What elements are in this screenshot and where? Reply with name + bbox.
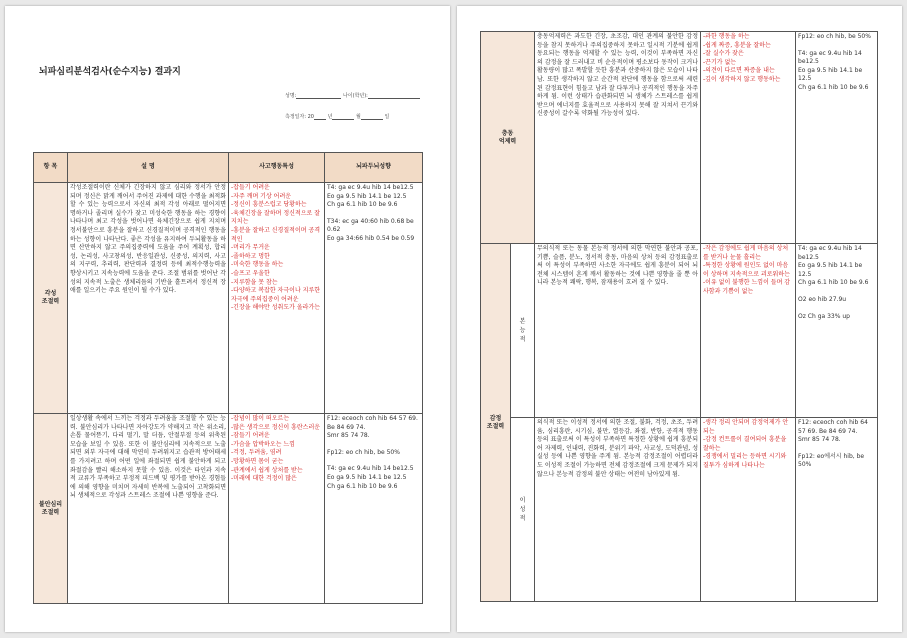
trait-item: -깊이 생각하지 않고 행동하는: [703, 75, 781, 83]
result-table-1: [33, 152, 423, 604]
eeg-line: Ch ga 6.1 hib 10 be 9.6: [798, 83, 869, 91]
eeg-line: Fp12: eo ch hib, be 50%: [327, 448, 400, 456]
trait-item: -긴장을 해야만 성취도가 올라가는: [231, 304, 321, 312]
row-sublabel: 본 능 적: [511, 244, 535, 418]
report-page-2: [457, 6, 902, 632]
row-description: 일상생활 속에서 느끼는 걱정과 두려움을 조절할 수 있는 능력. 불안심리가 나타나면 자아강도가 약해지고 작은 위소리, 손톱 물어뜯기, 다리 떨기, 말 더듬, 안절부절 등의 위축된 모습을 보일 수 있음. 또한 이 불안심리에 지속적으로 노출되면 외부 자극에 대해 막연히 두려워지고 습관적 방어태세를 가지려고 하며 어떤 일에 좌절되면 쉽게 불안하게 되고 좌절감을 빨리 해소하지 못할 수 있음. 이것은 타인과 지속적 교류가 부족하고 부정적 피드백 및 평가를 받아온 경험들에 의해 영향을 미치며 자세히 반복에 노출되어 고착화되면 뇌 생체적으로 각성과 스트레스 조절에 나쁜 영향을 준다.: [68, 414, 229, 604]
eeg-line: Eo ga 9.5 hib 14.1 be 12.5: [327, 192, 407, 200]
table-row: [481, 32, 878, 244]
trait-item: -작은 감정에도 쉽게 마음의 상처를 받거나 눈물 흘리는: [703, 245, 789, 261]
result-table-2: [480, 31, 878, 602]
eeg-line: Oz Ch ga 33% up: [798, 312, 850, 320]
trait-item: -다양하고 복잡한 자극이나 지루한 자극에 주의집중이 어려운: [231, 287, 321, 303]
trait-item: -잘 실수가 잦은: [703, 50, 744, 58]
trait-item: -잠들기 어려운: [231, 432, 270, 440]
row-eeg: [796, 32, 878, 244]
trait-item: -지루함을 못 참는: [231, 278, 278, 286]
header-description: 설 명: [68, 153, 229, 183]
trait-item: -졸하하고 멍한: [231, 252, 270, 260]
trait-item: -머리가 무거운: [231, 244, 270, 252]
month-label: 월: [356, 114, 361, 120]
row-description: 충동억제력은 과도한 긴장, 초조감, 대인 관계의 불안한 감정 등을 참지 못하거나 주의집중하지 못하고 일시적 기분에 쉽게 동요되는 행동을 억제할 수 있는 능력, 이것이 부족하면 자신의 감정을 잘 드러내고 비 순응적이며 평소보다 동작이 크거나 활동량이 많고 폭발할 듯한 흥분과 산중하지 않은 모습이 나타남. 또한 생각하지 않고 순간적 판단에 행동을 함으로써 세련된 감정표현이 힘들고 남과 잘 다투거나 공격적인 행동을 자주 하게 됨. 이런 상태가 습관화되면 뇌 생체가 스트레스를 쉽게 받으며 에너지를 효율적으로 사용하지 못해 잘 지쳐서 끈기와 신중성이 갈수록 약화될 가능성이 있다.: [535, 32, 701, 244]
row-traits: [701, 244, 796, 418]
eeg-line: Eo ga 9.5 hib 14.1 be 12.5: [798, 66, 863, 83]
table-row: [481, 418, 878, 602]
date-label: 측정일자: 20: [285, 114, 314, 120]
report-title: 뇌파심리분석검사(순수지능) 결과지: [39, 67, 181, 77]
eeg-line: F12: eceoch coh hib 64 57 69. Be 84 69 74.: [327, 415, 418, 431]
trait-item: -슬프고 우울한: [231, 269, 270, 277]
eeg-line: Eo ga 34:66 hib 0.54 be 0.59: [327, 234, 415, 242]
row-traits: [229, 414, 325, 604]
row-eeg: [325, 414, 423, 604]
row-description: 각성조절력이란 신체가 긴장하지 않고 심리와 정서가 안정되며 정신은 맑게 깨어서 주어진 과제에 대한 수행을 최적화할 수 있는 능력으로서 자신의 최적 각성 아래로 떨어지면 명하거나 졸리며 실수가 잦고 미성숙한 행동을 하는 경향이 나타나며 최고 각성을 벗어나면 육체긴장으로 쉽게 지치며 정서불안으로 흥분을 잘하고 신경질적이며 공격적인 행동을 하는 성향이 나타난다. 좋은 각성을 유지하여 두뇌활동을 하면 산만하지 않고 주의집중력에 도움을 주어 계획성, 합리성, 논리성, 사고창의성, 반응일관성, 신중성, 의지력, 사고의 지구력, 추리력, 판단력과 결정력 등에 최적수행능력을 향상시키고 지속능력에 도움을 준다. 조절 범위를 벗어난 각성의 지속적 노출은 생체리듬의 기반을 흩트려서 정신적 장애를 일으키는 주요 원인이 될 수가 있다.: [68, 183, 229, 414]
trait-item: -망황하면 몸이 굳는: [231, 457, 284, 465]
trait-item: -잡념이 많이 떠오르는: [231, 415, 290, 422]
name-field: [285, 92, 420, 99]
row-eeg: [325, 183, 423, 414]
table-row: [34, 414, 423, 604]
eeg-line: Ch ga 6.1 hib 10 be 9.6: [798, 279, 869, 287]
eeg-line: T4: ga ec 9.4u hib 14 be12.5: [798, 49, 862, 66]
trait-item: -걱정, 두려움, 염려: [231, 449, 282, 457]
trait-item: -쉽게 짜증, 흥분을 잘하는: [703, 41, 771, 49]
row-label: 불안심리 조절력: [34, 414, 68, 604]
header-traits: 사고행동특성: [229, 153, 325, 183]
trait-item: -과한 행동을 하는: [703, 33, 750, 40]
trait-item: -흥분을 잘하고 신경질적이며 공격적인: [231, 226, 321, 243]
table-row: [34, 183, 423, 414]
eeg-line: T4: ga ec 9.4u hib 14 be12.5: [798, 245, 862, 261]
eeg-line: Ch ga 6.1 hib 10 be 9.6: [327, 201, 398, 209]
eeg-line: Eo ga 9.5 hib 14.1 be 12.5: [798, 262, 863, 278]
trait-item: -잡들기 어려운: [231, 184, 270, 191]
eeg-line: O2 eo hib 27.9u: [798, 295, 847, 303]
row-label: 각성 조절력: [34, 183, 68, 414]
row-description: 무의식적 또는 동물 본능적 정서에 의한 막연한 불안과 공포, 기쁨, 슬픔, 분노, 정서적 충동, 마음의 상처 등의 감정표출로써 이 특성이 부족하면 사소한 자극에도 쉽게 흥분이 되어 뇌 전체 시스템이 흔게 깨서 활동하는 것에 나쁜 영향을 줄 뿐 아니라 본능적 쾌락, 행복, 잠재용이 흐려 질 수 있다.: [535, 244, 701, 418]
trait-item: -정신이 흥분스럽고 당황하는: [231, 201, 307, 209]
row-sublabel: 이 성 적: [511, 418, 535, 602]
eeg-line: Smr 85 74 78.: [327, 432, 370, 440]
name-label: 성명:: [285, 93, 297, 99]
table-header-row: [34, 153, 423, 183]
eeg-line: Smr 85 74 78.: [798, 436, 841, 444]
eeg-line: Fp12: eo에서시 hib, be 50%: [798, 452, 865, 469]
eeg-line: T34: ec ga 40:60 hib 0.68 be 0.62: [327, 217, 414, 234]
eeg-line: Fp12: eo ch hib, be 50%: [798, 33, 871, 40]
eeg-line: F12: eceoch coh hib 64 57 69. Be 84 69 74.: [798, 419, 868, 435]
trait-item: -의견이 다르면 짜증을 내는: [703, 67, 775, 75]
eeg-line: Eo ga 9.5 hib 14.1 be 12.5: [327, 473, 407, 481]
table-row: [481, 244, 878, 418]
trait-item: -관계에서 쉽게 상처를 받는: [231, 466, 303, 474]
trait-item: -끈기가 없는: [703, 58, 737, 66]
trait-item: -육체긴장을 잘하며 정신적으로 잘 지치는: [231, 209, 321, 226]
trait-item: -미래에 대한 걱정이 많은: [231, 475, 297, 483]
trait-item: -이유 없이 불행한 느낌이 들며 감사함과 기쁨이 없는: [703, 279, 791, 295]
year-label: 년: [327, 114, 333, 120]
trait-item: -많은 생각으로 정신이 흥란스러운: [231, 423, 321, 431]
trait-item: -생각 정리 안되며 감정억제가 안되는: [703, 419, 789, 435]
row-traits: [229, 183, 325, 414]
trait-item: -경쟁에서 밀리는 등하면 시기와 질투가 심하게 나타나는: [703, 453, 787, 469]
trait-item: -미숙한 행동을 하는: [231, 261, 284, 269]
row-label: 충동 억제력: [481, 32, 535, 244]
day-label: 일: [384, 114, 390, 120]
trait-item: -자주 깨며 기상 어려운: [231, 192, 292, 200]
eeg-line: T4: ga ec 9.4u hib 14 be12.5: [327, 465, 414, 473]
eeg-line: Ch ga 6.1 hib 10 be 9.6: [327, 482, 398, 490]
header-item: 항 목: [34, 153, 68, 183]
row-eeg: [796, 418, 878, 602]
header-eeg: 뇌파두뇌성향: [325, 153, 423, 183]
trait-item: -가슴을 압박하오는 느낌: [231, 440, 295, 448]
row-traits: [701, 32, 796, 244]
age-label: 나이(학년):: [342, 93, 368, 99]
row-label: 감정 조절력: [481, 244, 511, 602]
row-eeg: [796, 244, 878, 418]
trait-item: -특정한 상황에 원인도 없이 마음이 상하며 지속적으로 괴로워하는: [703, 262, 790, 278]
row-traits: [701, 418, 796, 602]
date-field: [285, 113, 389, 120]
report-page-1: [5, 6, 450, 632]
eeg-line: T4: ga ec 9.4u hib 14 be12.5: [327, 184, 414, 191]
trait-item: -감정 컨트롤이 결여되어 흥분을 잘하는: [703, 436, 787, 452]
row-description: 의식적 또는 이성적 정서에 의한 조절, 불화, 걱정, 초조, 두려움, 심리흥란, 시기심, 불만, 열등감, 좌절, 반항, 공격적 행동 등의 표출로써 이 특성이 부족하면 특정한 상황에 쉽게 흥분되어 자제력, 인내력, 진화력, 분위기 파악, 사교성, 도덕관념, 성실성 등에 나쁜 영향을 주게 됨. 본능적 감정조절이 어렵더라도 이성적 조절이 가능하면 전체 감정조절에 크게 문제가 되지 않으나 본능적 감정의 불안 상태는 여전히 남아있게 됨.: [535, 418, 701, 602]
